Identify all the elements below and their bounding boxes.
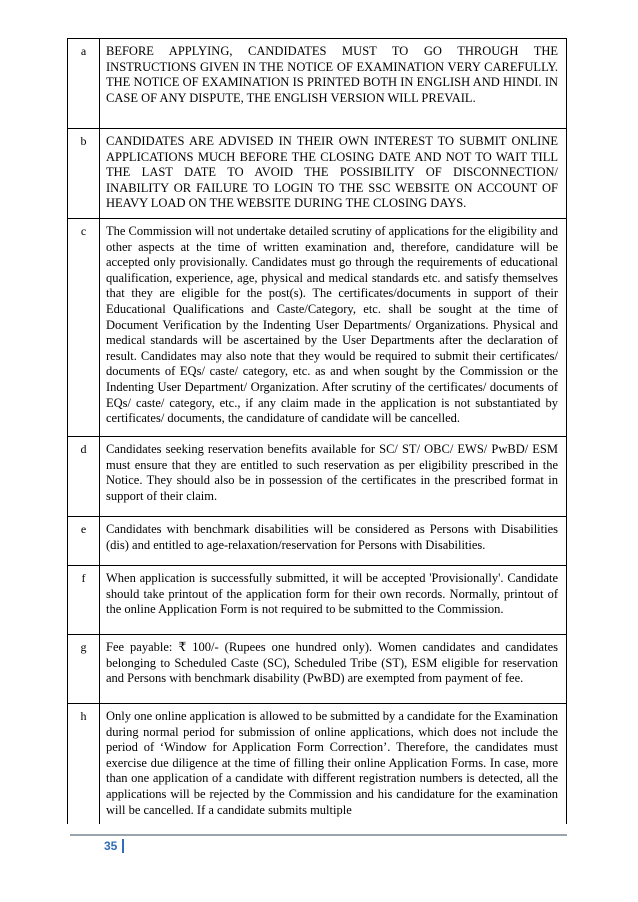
instruction-key: c — [68, 218, 100, 436]
footer-rule — [70, 834, 567, 836]
instruction-row-c — [68, 218, 567, 436]
instruction-key: a — [68, 39, 100, 129]
instruction-text: Candidates seeking reservation benefits available for SC/ ST/ OBC/ EWS/ PwBD/ ESM must ensure that they are entitled to such reservation as per eligibility prescribed in the Notice. They should also be in possession of the certificates in the prescribed format in support of their claim. — [100, 436, 567, 516]
instruction-key: f — [68, 565, 100, 634]
instruction-row-d — [68, 436, 567, 516]
instruction-row-a — [68, 39, 567, 129]
instructions-table — [67, 38, 567, 824]
instruction-text: Only one online application is allowed to be submitted by a candidate for the Examination during normal period for submission of online applications, which does not include the period of ‘Window for Application Form Correction’. Therefore, the candidates must exercise due diligence at the time of filling their online Application Forms. In case, more than one application of a candidate with different registration numbers is detected, all the applications will be rejected by the Commission and his candidature for the examination will be cancelled. If a candidate submits multiple — [100, 703, 567, 824]
instruction-text: Candidates with benchmark disabilities will be considered as Persons with Disabilities (dis) and entitled to age-relaxation/reservation for Persons with Disabilities. — [100, 516, 567, 565]
instruction-key: b — [68, 129, 100, 219]
instruction-row-h — [68, 703, 567, 824]
instruction-row-f — [68, 565, 567, 634]
instruction-text: BEFORE APPLYING, CANDIDATES MUST TO GO THROUGH THE INSTRUCTIONS GIVEN IN THE NOTICE OF EXAMINATION VERY CAREFULLY. THE NOTICE OF EXAMINATION IS PRINTED BOTH IN ENGLISH AND HINDI. IN CASE OF ANY DISPUTE, THE ENGLISH VERSION WILL PREVAIL. — [100, 39, 567, 129]
instruction-text: When application is successfully submitted, it will be accepted 'Provisionally'. Candidate should take printout of the application form for their own records. Normally, printout of the online Application Form is not required to be submitted to the Commission. — [100, 565, 567, 634]
page-number-divider — [122, 839, 124, 853]
instruction-key: h — [68, 703, 100, 824]
instruction-text: CANDIDATES ARE ADVISED IN THEIR OWN INTEREST TO SUBMIT ONLINE APPLICATIONS MUCH BEFORE THE CLOSING DATE AND NOT TO WAIT TILL THE LAST DATE TO AVOID THE POSSIBILITY OF DISCONNECTION/ INABILITY OR FAILURE TO LOGIN TO THE SSC WEBSITE ON ACCOUNT OF HEAVY LOAD ON THE WEBSITE DURING THE CLOSING DAYS. — [100, 129, 567, 219]
page-number: 35 — [104, 839, 118, 853]
instruction-row-e — [68, 516, 567, 565]
instruction-row-b — [68, 129, 567, 219]
instruction-key: e — [68, 516, 100, 565]
instruction-text: The Commission will not undertake detailed scrutiny of applications for the eligibility and other aspects at the time of written examination and, therefore, candidature will be accepted only provisionally. Candidates must go through the requirements of educational qualification, experience, age, physical and medical standards etc. and satisfy themselves that they are eligible for the post(s). The certificates/documents in support of their Educational Qualifications and Caste/Category, etc. shall be sought at the time of Document Verification by the Indenting User Departments/ Organizations. Physical and medical standards will be ascertained by the User Departments after the declaration of result. Candidates may also note that they would be required to submit their certificates/ documents of EQs/ caste/ category, etc. as and when sought by the Commission or the Indenting User Department/ Organization. After scrutiny of the certificates/ documents of EQs/ caste/ category, etc., if any claim made in the application is not substantiated by certificates/ documents, the candidature of candidate will be cancelled. — [100, 218, 567, 436]
instruction-key: g — [68, 634, 100, 703]
instruction-key: d — [68, 436, 100, 516]
instruction-text: Fee payable: ₹ 100/- (Rupees one hundred only). Women candidates and candidates belonging to Scheduled Caste (SC), Scheduled Tribe (ST), ESM eligible for reservation and Persons with benchmark disability (PwBD) are exempted from payment of fee. — [100, 634, 567, 703]
instruction-row-g — [68, 634, 567, 703]
